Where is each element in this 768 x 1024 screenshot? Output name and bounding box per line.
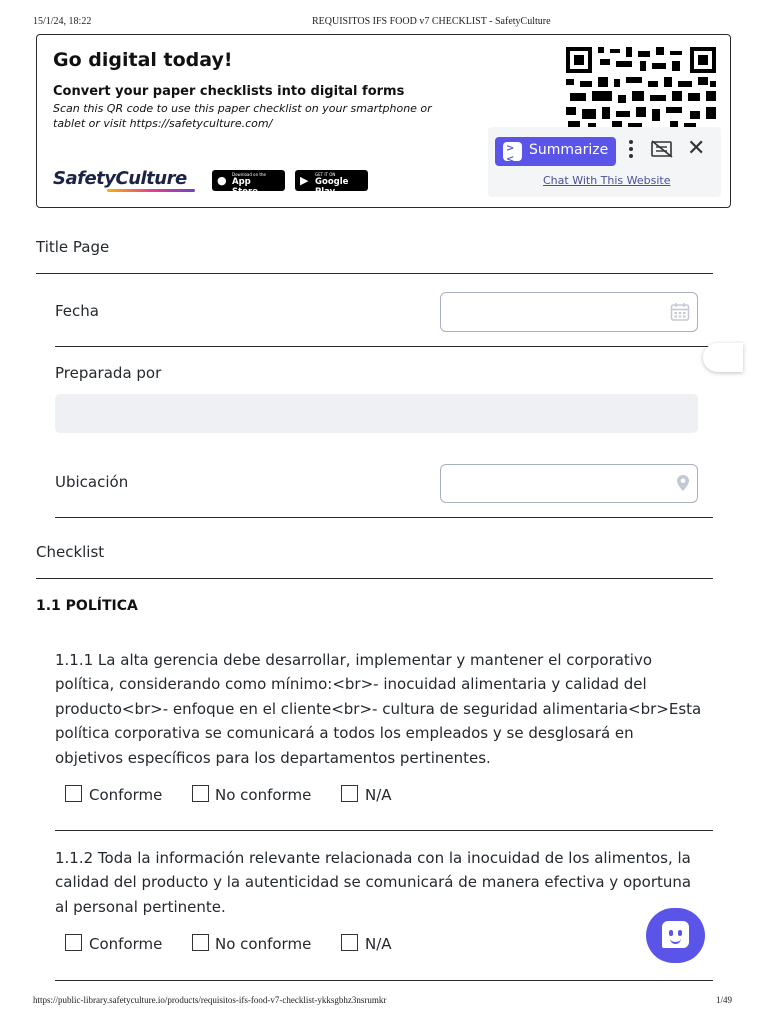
chat-with-website-link[interactable]: Chat With This Website [543,174,671,187]
option-label: Conforme [89,786,163,804]
print-url: https://public-library.safetyculture.io/products/requisitos-ifs-food-v7-checklist-ykksgbhz3nsrumkr [33,995,387,1005]
section-title: 1.1 POLÍTICA [36,598,138,614]
logo-underline [107,189,195,192]
app-store-big-text: App Store [232,177,258,197]
question-1-1-1: 1.1.1 La alta gerencia debe desarrollar, implementar y mantener el corporativo política, considerando como mínimo:<br>- inocuidad alimentaria y calidad del producto<br>- enfoque en el cliente<br>- cultura de seguridad alimentaria<br>Esta política corporativa se comunicará a todos los empleados y se desglosará en objetivos específicos para los departamentos pertinentes. [55,651,702,767]
app-store-small-text: Download on the [232,172,266,177]
checkbox-no-conforme[interactable] [192,934,209,951]
option-label: N/A [365,935,392,953]
print-datetime: 15/1/24, 18:22 [33,16,92,27]
option-label: No conforme [215,935,312,953]
option-label: N/A [365,786,392,804]
qr-code [566,47,718,129]
preparada-por-field[interactable] [55,394,698,433]
checklist-heading: Checklist [36,543,105,561]
summarize-label: Summarize [529,142,609,158]
fecha-label: Fecha [55,302,99,320]
banner-subheading: Convert your paper checklists into digital forms [53,84,405,99]
option-label: No conforme [215,786,312,804]
summarize-extension-panel [488,127,721,197]
google-play-big-text: Google Play [315,177,349,197]
checkbox-conforme[interactable] [65,934,82,951]
banner-description: Scan this QR code to use this paper checklist on your smartphone or tablet or visit https://safetyculture.com/ [53,102,432,130]
checkbox-na[interactable] [341,785,358,802]
google-play-icon: ▶ [300,174,309,187]
more-options-icon[interactable] [628,140,634,160]
google-play-badge[interactable] [295,170,368,197]
apple-icon: ● [217,174,227,187]
checkbox-na[interactable] [341,934,358,951]
question-1-1-2: 1.1.2 Toda la información relevante relacionada con la inocuidad de los alimentos, la calidad del producto y la autenticidad se comunicará de manera efectiva y oportuna al personal pertinente. [55,849,692,916]
location-pin-icon [676,474,690,492]
banner-headline: Go digital today! [53,49,233,71]
checkbox-conforme[interactable] [65,785,82,802]
divider [36,578,713,579]
print-title: REQUISITOS IFS FOOD v7 CHECKLIST - SafetyCulture [312,16,551,27]
summarize-button[interactable] [495,137,616,166]
close-icon[interactable]: ✕ [687,136,706,161]
divider [55,346,713,347]
divider [55,517,713,518]
app-store-badge[interactable] [212,170,285,197]
print-page-number: 1/49 [716,995,733,1005]
divider [55,830,713,831]
preparada-por-label: Preparada por [55,364,162,382]
chat-face-icon [662,921,689,948]
checkbox-no-conforme[interactable] [192,785,209,802]
chat-widget-button[interactable] [646,908,705,963]
option-label: Conforme [89,935,163,953]
google-play-small-text: GET IT ON [315,172,336,177]
fecha-date-input[interactable] [440,292,698,332]
summarize-icon: >< [503,142,522,161]
ubicacion-label: Ubicación [55,473,129,491]
go-digital-banner [36,34,731,208]
title-page-heading: Title Page [36,238,110,256]
side-panel-tab[interactable] [703,343,743,372]
divider [55,980,713,981]
ubicacion-location-input[interactable] [440,464,698,503]
calendar-icon [670,302,690,322]
divider [36,273,713,274]
safetyculture-logo: SafetyCulture [53,168,187,189]
hide-panel-icon[interactable] [651,140,673,158]
